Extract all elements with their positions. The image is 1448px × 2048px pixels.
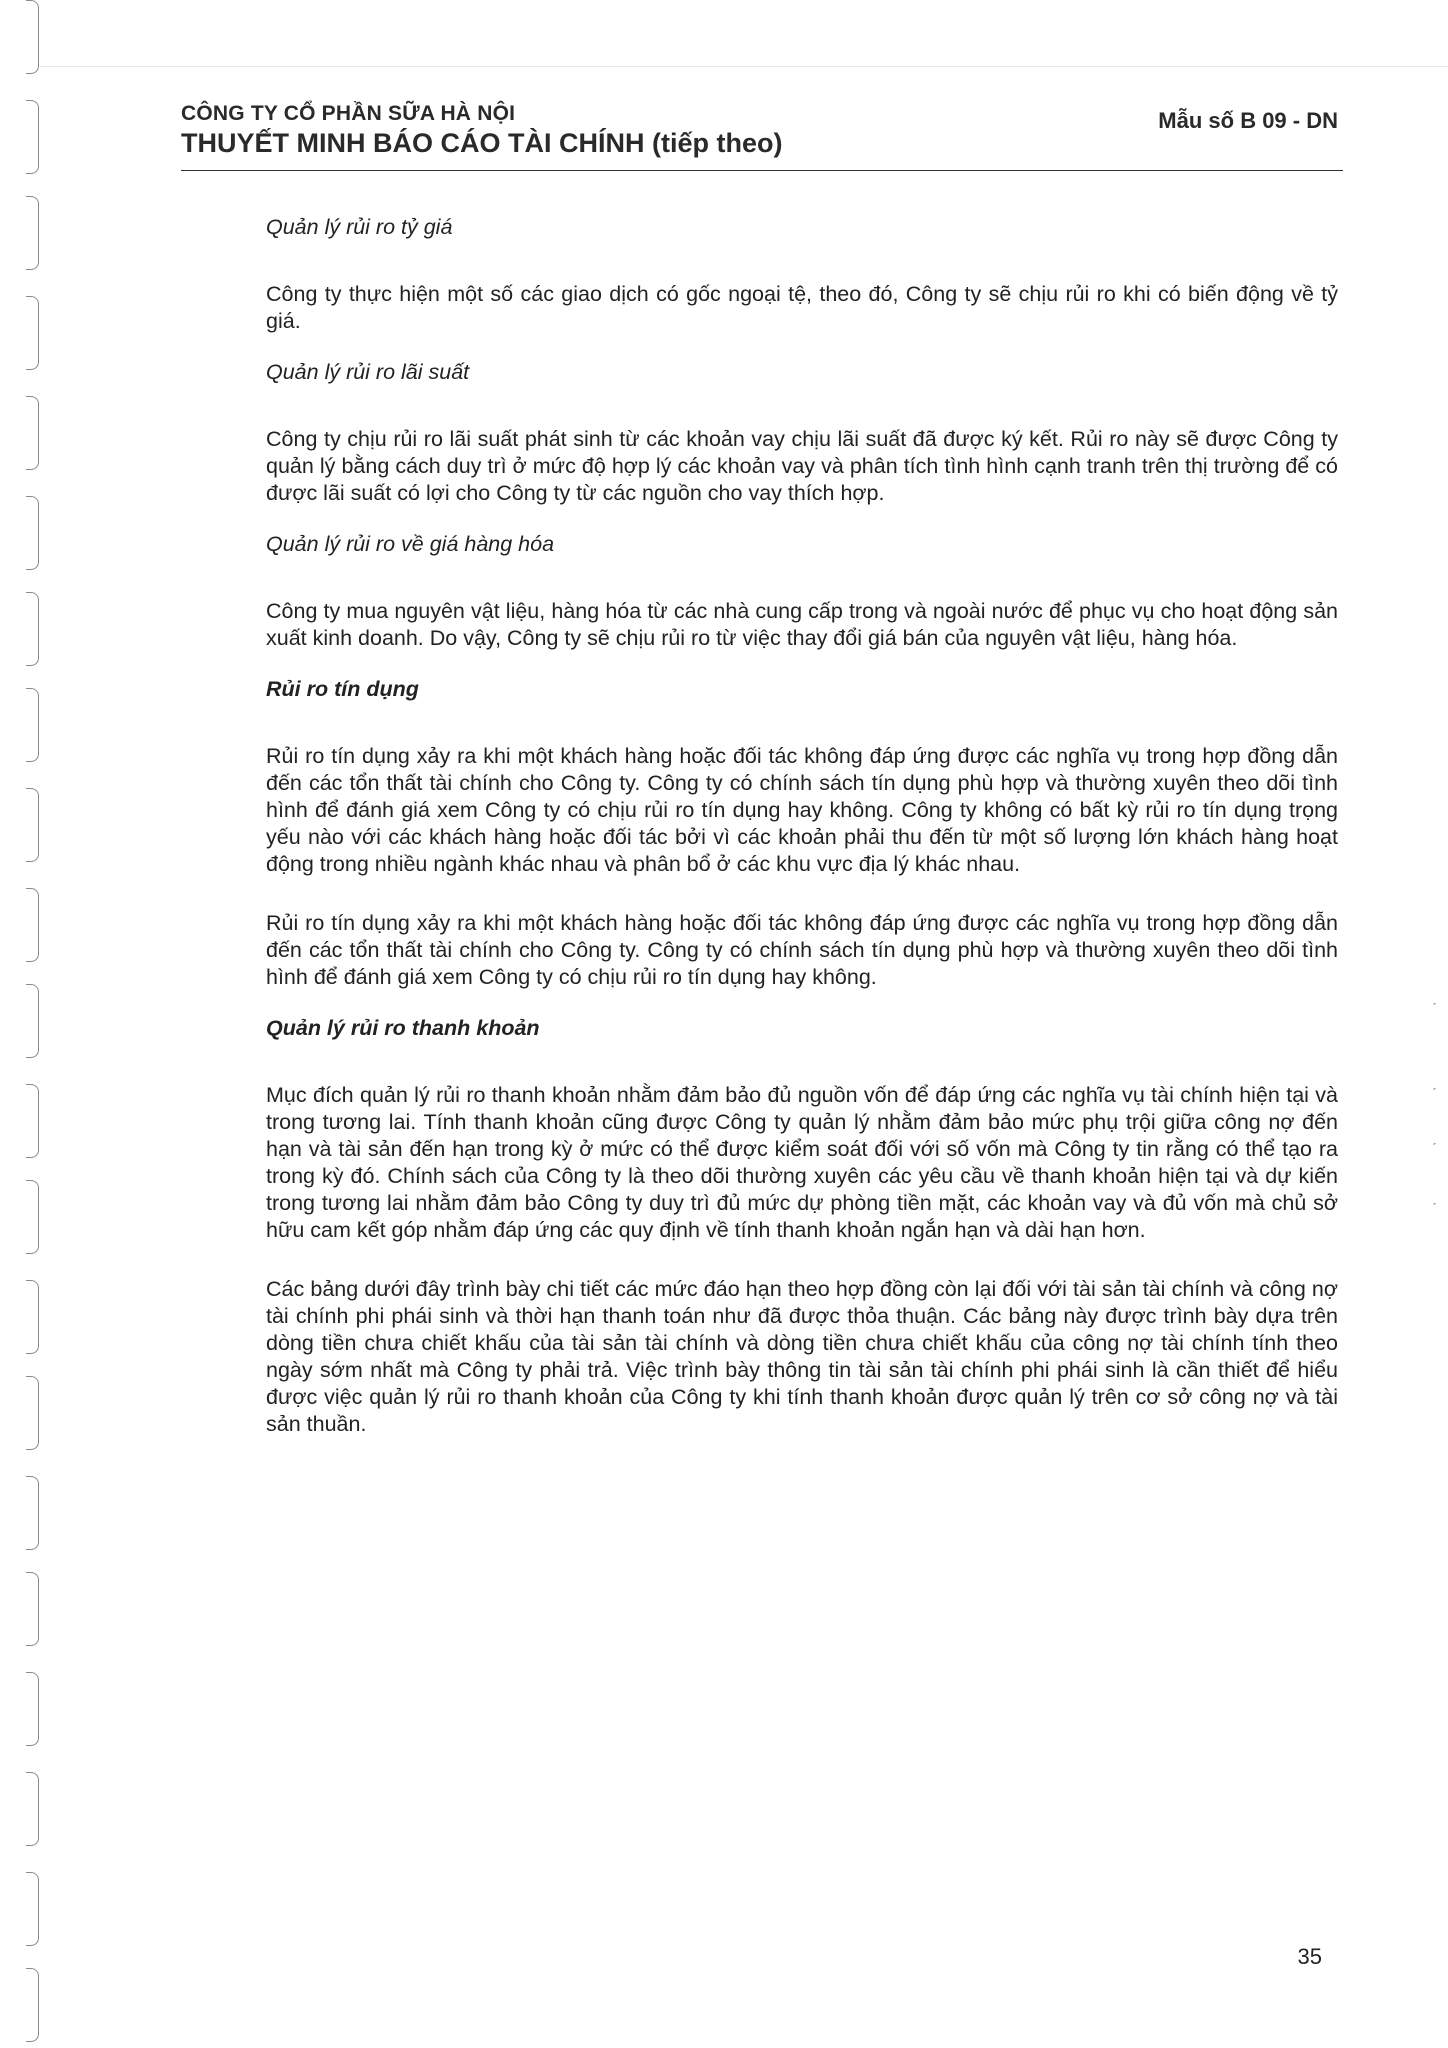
- price-risk-heading: Quản lý rủi ro về giá hàng hóa: [266, 532, 555, 556]
- binder-hole: [26, 1572, 39, 1646]
- liquidity-risk-heading: Quản lý rủi ro thanh khoản: [266, 1016, 540, 1040]
- binder-hole: [26, 1084, 39, 1158]
- liquidity-risk-paragraph-1: Mục đích quản lý rủi ro thanh khoản nhằm đảm bảo đủ nguồn vốn để đáp ứng các nghĩa vụ tài chính hiện tại và trong tương lai. Tính thanh khoản cũng được Công ty quản lý nhằm đảm bảo mức phụ trội giữa công nợ đến hạn và tài sản đến hạn trong kỳ ở mức có thể được kiểm soát đối với số vốn mà Công ty tin rằng có thể tạo ra trong kỳ đó. Chính sách của Công ty là theo dõi thường xuyên các yêu cầu về thanh khoản hiện tại và dự kiến trong tương lai nhằm đảm bảo Công ty duy trì đủ mức dự phòng tiền mặt, các khoản vay và đủ vốn mà chủ sở hữu cam kết góp nhằm đáp ứng các quy định về tính thanh khoản ngắn hạn và dài hạn hơn.: [266, 1083, 1338, 1242]
- binder-hole: [26, 984, 39, 1058]
- binder-hole: [26, 196, 39, 270]
- binder-hole: [26, 1376, 39, 1450]
- binder-hole: [26, 1280, 39, 1354]
- page-number: 35: [1297, 1944, 1322, 1969]
- binder-hole: [26, 592, 39, 666]
- binder-hole: [26, 0, 39, 74]
- binder-hole: [26, 1180, 39, 1254]
- binder-hole: [26, 496, 39, 570]
- document-body: [266, 214, 1338, 1438]
- interest-risk-heading: Quản lý rủi ro lãi suất: [266, 360, 470, 384]
- form-number: Mẫu số B 09 - DN: [1158, 108, 1338, 133]
- document-title: THUYẾT MINH BÁO CÁO TÀI CHÍNH (tiếp theo): [181, 128, 783, 158]
- binder-hole: [26, 688, 39, 762]
- binder-hole: [26, 888, 39, 962]
- binder-hole: [26, 1672, 39, 1746]
- margin-mark: ˊ: [1432, 1140, 1437, 1156]
- credit-risk-heading: Rủi ro tín dụng: [266, 677, 419, 701]
- company-name: CÔNG TY CỔ PHẦN SỮA HÀ NỘI: [181, 102, 516, 125]
- credit-risk-paragraph-2: Rủi ro tín dụng xảy ra khi một khách hàng hoặc đối tác không đáp ứng được các nghĩa vụ trong hợp đồng dẫn đến các tổn thất tài chính cho Công ty. Công ty có chính sách tín dụng phù hợp và thường xuyên theo dõi tình hình để đánh giá xem Công ty có chịu rủi ro tín dụng hay không.: [266, 911, 1338, 989]
- liquidity-risk-paragraph-2: Các bảng dưới đây trình bày chi tiết các mức đáo hạn theo hợp đồng còn lại đối với tài sản tài chính và công nợ tài chính phi phái sinh và thời hạn thanh toán như đã được thỏa thuận. Các bảng này được trình bày dựa trên dòng tiền chưa chiết khấu của tài sản tài chính và dòng tiền chưa chiết khấu của công nợ tài chính tính theo ngày sớm nhất mà Công ty phải trả. Việc trình bày thông tin tài sản tài chính phi phái sinh là cần thiết để hiểu được việc quản lý rủi ro thanh khoản của Công ty khi tính thanh khoản được quản lý trên cơ sở công nợ và tài sản thuần.: [266, 1277, 1338, 1436]
- binder-hole: [26, 1476, 39, 1550]
- binder-hole: [26, 1968, 39, 2042]
- binder-hole: [26, 1772, 39, 1846]
- credit-risk-paragraph-1: Rủi ro tín dụng xảy ra khi một khách hàng hoặc đối tác không đáp ứng được các nghĩa vụ trong hợp đồng dẫn đến các tổn thất tài chính cho Công ty. Công ty có chính sách tín dụng phù hợp và thường xuyên theo dõi tình hình để đánh giá xem Công ty có chịu rủi ro tín dụng hay không. Công ty không có bất kỳ rủi ro tín dụng trọng yếu nào với các khách hàng hoặc đối tác bởi vì các khoản phải thu đến từ một số lượng lớn khách hàng hoạt động trong nhiều ngành khác nhau và phân bổ ở các khu vực địa lý khác nhau.: [266, 744, 1338, 876]
- page-header: [181, 100, 1343, 171]
- binder-hole: [26, 788, 39, 862]
- fx-risk-paragraph: Công ty thực hiện một số các giao dịch có gốc ngoại tệ, theo đó, Công ty sẽ chịu rủi ro khi có biến động về tỷ giá.: [266, 282, 1338, 333]
- binder-holes: [22, 0, 46, 2048]
- price-risk-paragraph: Công ty mua nguyên vật liệu, hàng hóa từ các nhà cung cấp trong và ngoài nước để phục vụ cho hoạt động sản xuất kinh doanh. Do vậy, Công ty sẽ chịu rủi ro từ việc thay đổi giá bán của nguyên vật liệu, hàng hóa.: [266, 599, 1338, 650]
- binder-hole: [26, 1872, 39, 1946]
- binder-hole: [26, 100, 39, 174]
- scan-top-rule: [40, 66, 1448, 67]
- margin-mark: ˊ: [1432, 1000, 1437, 1016]
- margin-mark: ˊ: [1432, 1085, 1437, 1101]
- binder-hole: [26, 396, 39, 470]
- margin-mark: ˊ: [1432, 1200, 1437, 1216]
- interest-risk-paragraph: Công ty chịu rủi ro lãi suất phát sinh từ các khoản vay chịu lãi suất đã được ký kết. Rủi ro này sẽ được Công ty quản lý bằng cách duy trì ở mức độ hợp lý các khoản vay và phân tích tình hình cạnh tranh trên thị trường để có được lãi suất có lợi cho Công ty từ các nguồn cho vay thích hợp.: [266, 427, 1338, 505]
- fx-risk-heading: Quản lý rủi ro tỷ giá: [266, 215, 453, 239]
- binder-hole: [26, 296, 39, 370]
